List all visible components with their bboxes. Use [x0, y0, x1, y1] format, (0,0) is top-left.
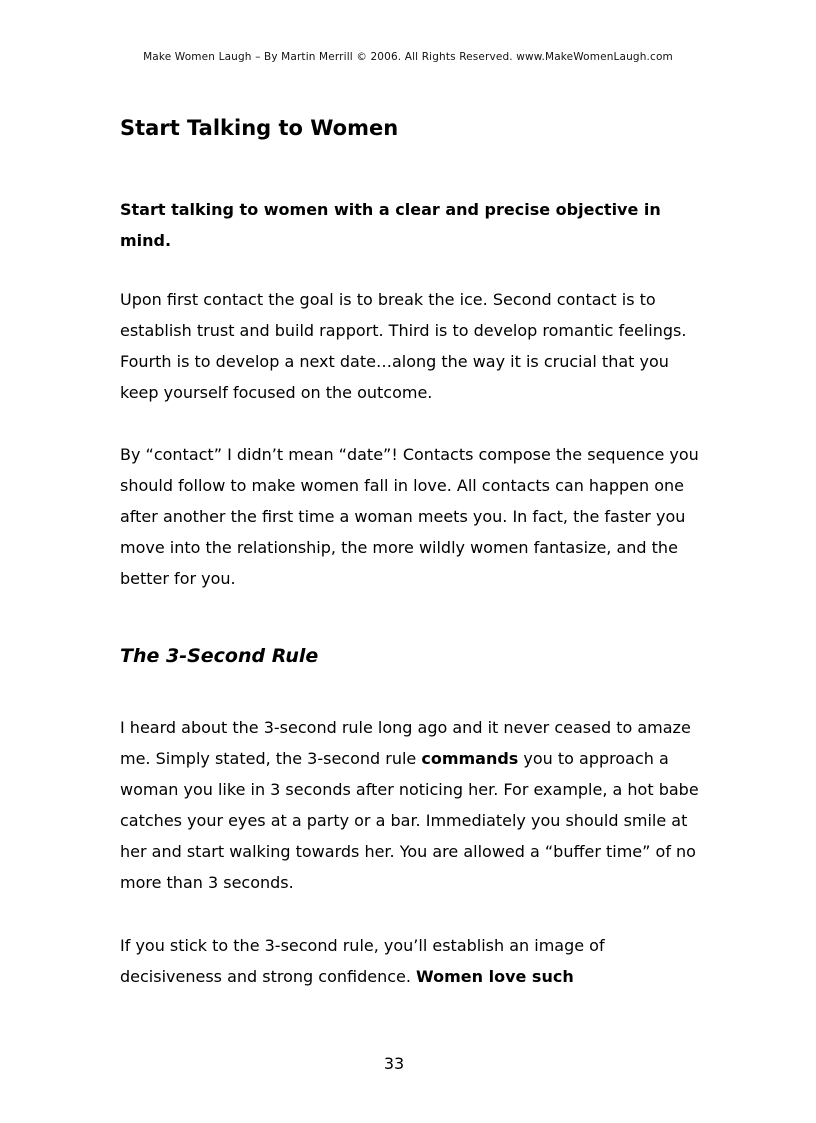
body-paragraph — [120, 930, 705, 992]
subsection-title: The 3-Second Rule — [120, 645, 319, 667]
emphasis-text: commands — [421, 749, 519, 768]
section-title: Start Talking to Women — [120, 116, 399, 140]
lead-paragraph: Start talking to women with a clear and precise objective in mind. — [120, 200, 661, 250]
page-number: 33 — [383, 1054, 405, 1073]
page-header: Make Women Laugh – By Martin Merrill © 2006. All Rights Reserved. www.MakeWomenLaugh.com — [143, 51, 673, 63]
body-paragraph: Upon first contact the goal is to break the ice. Second contact is to establish trust and build rapport. Third is to develop romantic feelings. Fourth is to develop a next date…along the way it is crucial that you keep yourself focused on the outcome. — [120, 290, 687, 402]
emphasis-text: Women love such — [416, 967, 574, 986]
paragraph-text: If you stick to the 3-second rule, you’ll establish an image of decisiveness and strong confidence. — [120, 936, 605, 986]
paragraph-text: you to approach a woman you like in 3 seconds after noticing her. For example, a hot babe catches your eyes at a party or a bar. Immediately you should smile at her and start walking towards her. You are allowed a “buffer time” of no more than 3 seconds. — [120, 749, 699, 892]
body-paragraph: By “contact” I didn’t mean “date”! Contacts compose the sequence you should follow to make women fall in love. All contacts can happen one after another the first time a woman meets you. In fact, the faster you move into the relationship, the more wildly women fantasize, and the better for you. — [120, 445, 699, 588]
body-paragraph — [120, 712, 705, 898]
paragraph-text: I heard about the 3-second rule long ago and it never ceased to amaze me. Simply stated, the 3-second rule — [120, 718, 691, 768]
